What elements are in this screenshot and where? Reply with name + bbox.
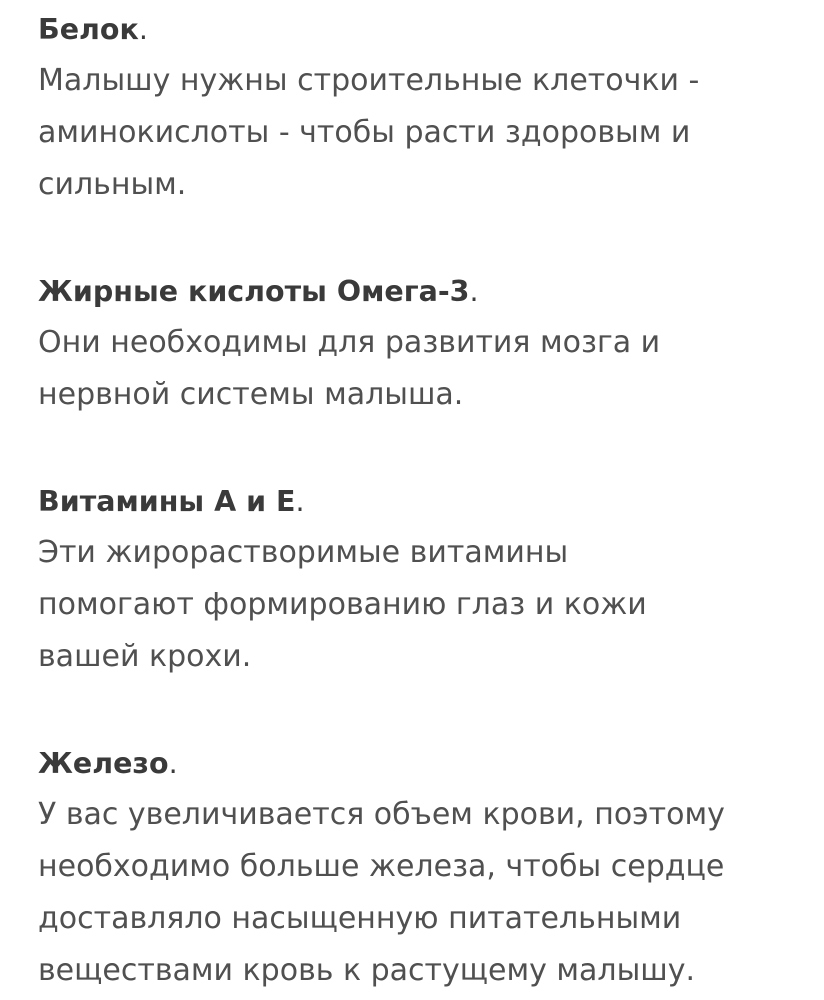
section-text-line: Малышу нужны строительные клеточки - xyxy=(38,63,700,98)
nutrient-section-vitamins xyxy=(38,474,808,682)
section-text-line: необходимо больше железа, чтобы сердце xyxy=(38,849,725,884)
section-text-line: сильным. xyxy=(38,167,187,202)
section-heading xyxy=(38,474,808,526)
section-heading xyxy=(38,264,808,316)
section-text-line: веществами кровь к растущему малышу. xyxy=(38,953,696,988)
heading-period: . xyxy=(469,274,479,308)
section-text-line: У вас увеличивается объем крови, поэтому xyxy=(38,797,725,832)
section-heading xyxy=(38,2,808,54)
section-heading xyxy=(38,736,808,788)
heading-text: Белок xyxy=(38,12,139,46)
nutrient-section-omega3 xyxy=(38,264,808,420)
section-text-line: нервной системы малыша. xyxy=(38,377,464,412)
heading-period: . xyxy=(295,484,305,518)
heading-text: Жирные кислоты Омега-3 xyxy=(38,274,470,308)
nutrient-section-protein xyxy=(38,2,808,210)
heading-text: Железо xyxy=(38,746,169,780)
section-text-line: вашей крохи. xyxy=(38,639,252,674)
section-text-line: доставляло насыщенную питательными xyxy=(38,901,682,936)
nutrient-section-iron xyxy=(38,736,808,996)
heading-period: . xyxy=(138,12,148,46)
section-text-line: помогают формированию глаз и кожи xyxy=(38,587,647,622)
section-text-line: аминокислоты - чтобы расти здоровым и xyxy=(38,115,691,150)
heading-period: . xyxy=(168,746,178,780)
section-text-line: Эти жирорастворимые витамины xyxy=(38,535,569,570)
heading-text: Витамины А и Е xyxy=(38,484,296,518)
section-text-line: Они необходимы для развития мозга и xyxy=(38,325,661,360)
